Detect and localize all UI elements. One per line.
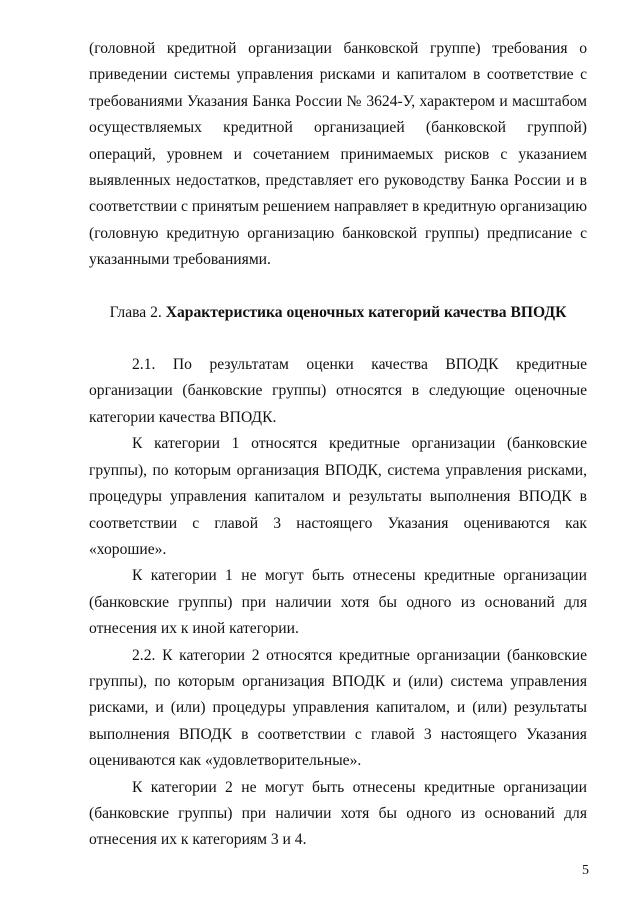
- paragraph-2-1: 2.1. По результатам оценки качества ВПОДК кредитные организации (банковские группы) относятся в следующие оценочные категории качества ВПОДК.: [89, 356, 587, 426]
- page-number: 5: [582, 863, 589, 878]
- paragraph-category-1: К категории 1 относятся кредитные организации (банковские группы), по которым организация ВПОДК, система управления рисками, процедуры управления капиталом и результаты выполнения ВПОДК в соответствии с главой 3 настоящего Указания оцениваются как «хорошие».: [89, 435, 587, 558]
- paragraph-2-2: 2.2. К категории 2 относятся кредитные организации (банковские группы), по которым организация ВПОДК и (или) система управления рисками, и (или) процедуры управления капиталом, и (или) результаты выполнения ВПОДК в соответствии с главой 3 настоящего Указания оцениваются как «удовлетворительные».: [89, 646, 587, 770]
- chapter-title: Характеристика оценочных категорий качества ВПОДК: [165, 303, 567, 321]
- chapter-label: Глава 2.: [109, 303, 162, 321]
- chapter-heading: [89, 300, 587, 326]
- paragraph-continuation: (головной кредитной организации банковской группе) требования о приведении системы управления рисками и капиталом в соответствие с требованиями Указания Банка России № 3624-У, характером и масштабом осуществляемых кредитной организацией (банковской группой) операций, уровнем и сочетанием принимаемых рисков с указанием выявленных недостатков, представляет его руководству Банка России и в соответствии с принятым решением направляет в кредитную организацию (головную кредитную организацию банковской группы) предписание с указанными требованиями.: [89, 40, 587, 269]
- document-page: [89, 36, 587, 854]
- paragraph-category-2-exclusion: К категории 2 не могут быть отнесены кредитные организации (банковские группы) при наличии хотя бы одного из оснований для отнесения их к категориям 3 и 4.: [89, 778, 587, 849]
- paragraph-category-1-exclusion: К категории 1 не могут быть отнесены кредитные организации (банковские группы) при наличии хотя бы одного из оснований для отнесения их к иной категории.: [89, 567, 587, 638]
